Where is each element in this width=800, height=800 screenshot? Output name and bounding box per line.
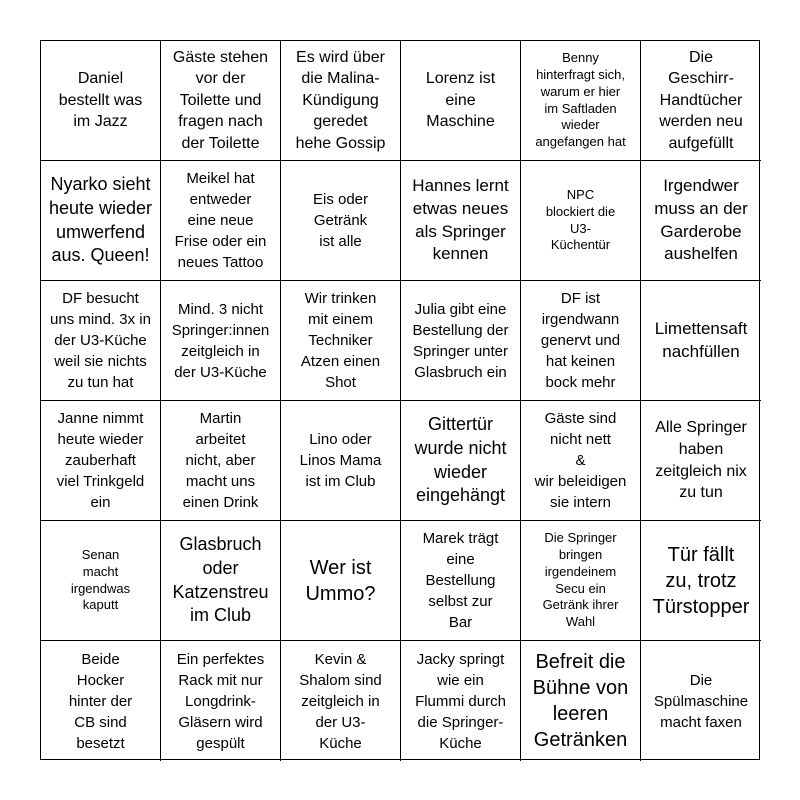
- bingo-cell[interactable]: Benny hinterfragt sich, warum er hier im Saftladen wieder angefangen hat: [521, 41, 641, 161]
- bingo-cell[interactable]: Alle Springer haben zeitgleich nix zu tun: [641, 401, 761, 521]
- bingo-cell[interactable]: Lorenz ist eine Maschine: [401, 41, 521, 161]
- bingo-cell[interactable]: Daniel bestellt was im Jazz: [41, 41, 161, 161]
- bingo-cell[interactable]: Ein perfektes Rack mit nur Longdrink- Gläsern wird gespült: [161, 641, 281, 761]
- bingo-cell[interactable]: Eis oder Getränk ist alle: [281, 161, 401, 281]
- bingo-cell[interactable]: Wer ist Ummo?: [281, 521, 401, 641]
- bingo-cell[interactable]: Meikel hat entweder eine neue Frise oder ein neues Tattoo: [161, 161, 281, 281]
- bingo-cell[interactable]: Beide Hocker hinter der CB sind besetzt: [41, 641, 161, 761]
- bingo-cell[interactable]: Gäste stehen vor der Toilette und fragen nach der Toilette: [161, 41, 281, 161]
- bingo-cell[interactable]: DF ist irgendwann genervt und hat keinen bock mehr: [521, 281, 641, 401]
- bingo-cell[interactable]: Es wird über die Malina- Kündigung geredet hehe Gossip: [281, 41, 401, 161]
- bingo-cell[interactable]: Senan macht irgendwas kaputt: [41, 521, 161, 641]
- bingo-cell[interactable]: Wir trinken mit einem Techniker Atzen einen Shot: [281, 281, 401, 401]
- bingo-board: [40, 40, 760, 760]
- bingo-cell[interactable]: Martin arbeitet nicht, aber macht uns einen Drink: [161, 401, 281, 521]
- bingo-cell[interactable]: NPC blockiert die U3- Küchentür: [521, 161, 641, 281]
- bingo-cell[interactable]: Gittertür wurde nicht wieder eingehängt: [401, 401, 521, 521]
- bingo-cell[interactable]: Lino oder Linos Mama ist im Club: [281, 401, 401, 521]
- bingo-cell[interactable]: Irgendwer muss an der Garderobe aushelfen: [641, 161, 761, 281]
- bingo-cell[interactable]: Kevin & Shalom sind zeitgleich in der U3- Küche: [281, 641, 401, 761]
- bingo-cell[interactable]: Nyarko sieht heute wieder umwerfend aus. Queen!: [41, 161, 161, 281]
- bingo-cell[interactable]: Limettensaft nachfüllen: [641, 281, 761, 401]
- bingo-cell[interactable]: Befreit die Bühne von leeren Getränken: [521, 641, 641, 761]
- bingo-cell[interactable]: Glasbruch oder Katzenstreu im Club: [161, 521, 281, 641]
- bingo-cell[interactable]: Jacky springt wie ein Flummi durch die Springer- Küche: [401, 641, 521, 761]
- bingo-cell[interactable]: Julia gibt eine Bestellung der Springer unter Glasbruch ein: [401, 281, 521, 401]
- bingo-cell[interactable]: Tür fällt zu, trotz Türstopper: [641, 521, 761, 641]
- bingo-cell[interactable]: Hannes lernt etwas neues als Springer kennen: [401, 161, 521, 281]
- bingo-cell[interactable]: Janne nimmt heute wieder zauberhaft viel Trinkgeld ein: [41, 401, 161, 521]
- bingo-cell[interactable]: Die Spülmaschine macht faxen: [653, 671, 749, 731]
- bingo-cell[interactable]: Die Geschirr- Handtücher werden neu aufgefüllt: [641, 41, 761, 161]
- bingo-cell[interactable]: Marek trägt eine Bestellung selbst zur Bar: [401, 521, 521, 641]
- bingo-cell[interactable]: DF besucht uns mind. 3x in der U3-Küche weil sie nichts zu tun hat: [41, 281, 161, 401]
- bingo-cell[interactable]: Mind. 3 nicht Springer:innen zeitgleich in der U3-Küche: [161, 281, 281, 401]
- bingo-cell[interactable]: Die Springer bringen irgendeinem Secu ein Getränk ihrer Wahl: [521, 521, 641, 641]
- bingo-cell[interactable]: Gäste sind nicht nett & wir beleidigen sie intern: [521, 401, 641, 521]
